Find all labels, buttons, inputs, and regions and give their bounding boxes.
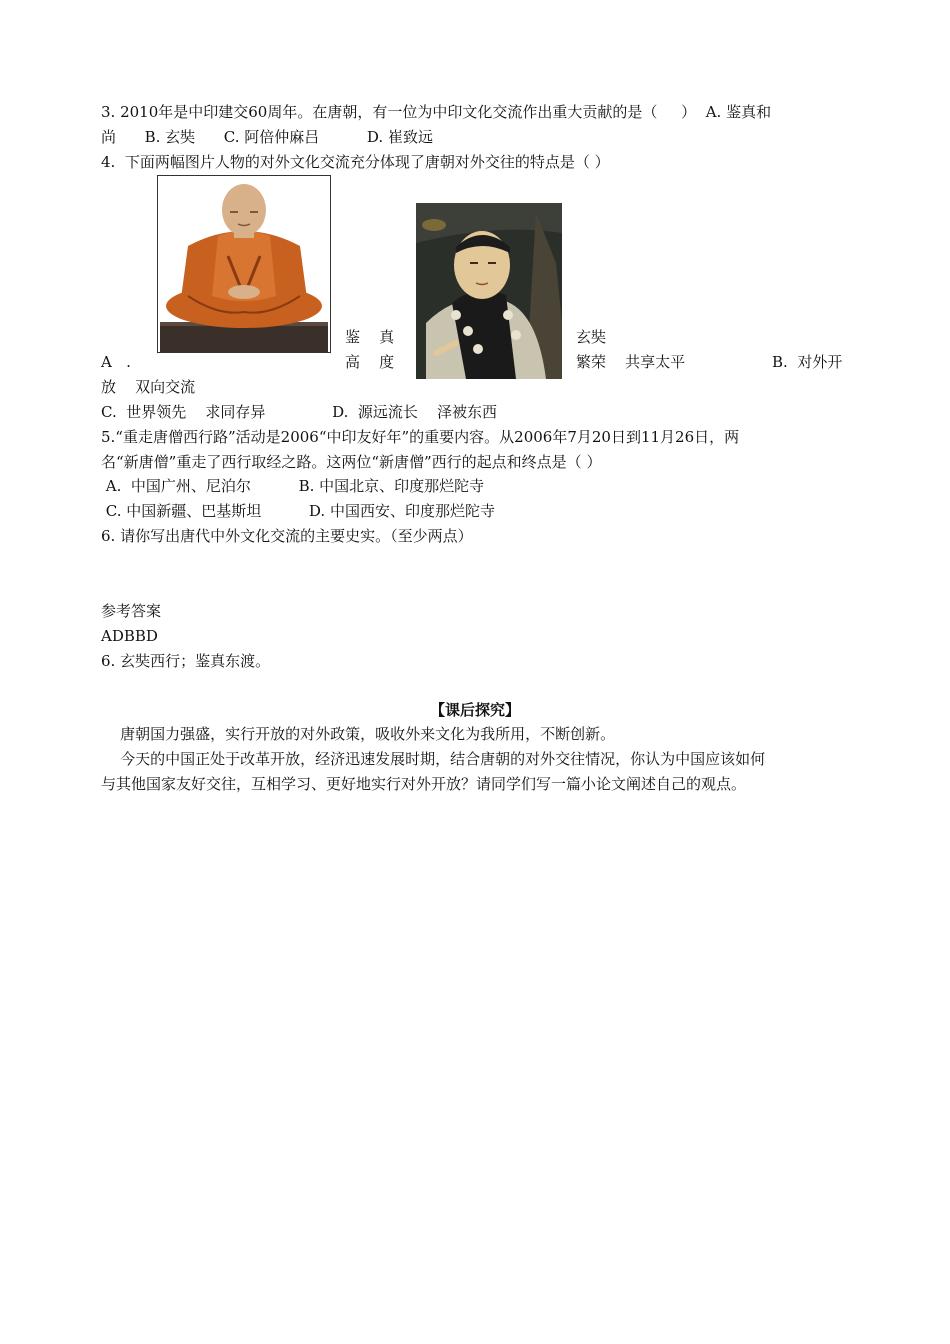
- extension-paragraph-2-line-2: 与其他国家友好交往，互相学习、更好地实行对外开放？请同学们写一篇小论文阐述自己的观点。: [101, 775, 747, 793]
- xuanzang-portrait-drawing: [416, 203, 562, 379]
- question-5-options-2: C. 中国新疆、巴基斯坦 D. 中国西安、印度那烂陀寺: [101, 502, 495, 520]
- extension-paragraph-2-line-1: 今天的中国正处于改革开放，经济迅速发展时期，结合唐朝的对外交往情况，你认为中国应该如何: [101, 750, 766, 768]
- question-6: 6. 请你写出唐代中外文化交流的主要史实。（至少两点）: [101, 527, 473, 545]
- question-4-line-3: 放 双向交流: [101, 378, 196, 396]
- jianzhen-statue-image: [157, 175, 331, 353]
- caption-jianzhen: 鉴 真: [345, 328, 395, 346]
- answers-choices: ADBBD: [101, 627, 158, 645]
- xuanzang-portrait-image: [416, 203, 562, 379]
- option-b: B. 对外开: [772, 353, 843, 371]
- question-3-line-1: 3. 2010年是中印建交60周年。在唐朝，有一位为中印文化交流作出重大贡献的是（ ） A. 鉴真和: [101, 103, 772, 121]
- extension-heading: 【课后探究】: [429, 701, 520, 719]
- question-4-line-4: C. 世界领先 求同存异 D. 源远流长 泽被东西: [101, 403, 497, 421]
- answers-question-6: 6. 玄奘西行；鉴真东渡。: [101, 652, 271, 670]
- option-a-label: A .: [101, 353, 131, 371]
- question-4-stem: 4. 下面两幅图片人物的对外文化交流充分体现了唐朝对外交往的特点是（ ）: [101, 153, 610, 171]
- caption-xuanzang: 玄奘: [576, 328, 607, 346]
- caption-fanrong: 繁荣 共享太平: [576, 353, 686, 371]
- answers-title: 参考答案: [101, 602, 162, 620]
- extension-paragraph-1: 唐朝国力强盛，实行开放的对外政策，吸收外来文化为我所用，不断创新。: [101, 725, 616, 743]
- caption-gaodu: 高 度: [345, 353, 395, 371]
- question-5-line-1: 5.“重走唐僧西行路”活动是2006“中印友好年”的重要内容。从2006年7月20日到11月26日，两: [101, 428, 740, 446]
- question-3-line-2: 尚 B. 玄奘 C. 阿倍仲麻吕 D. 崔致远: [101, 128, 433, 146]
- question-5-line-2: 名“新唐僧”重走了西行取经之路。这两位“新唐僧”西行的起点和终点是（ ）: [101, 453, 602, 471]
- jianzhen-statue-drawing: [158, 176, 330, 352]
- question-5-options-1: A. 中国广州、尼泊尔 B. 中国北京、印度那烂陀寺: [101, 477, 485, 495]
